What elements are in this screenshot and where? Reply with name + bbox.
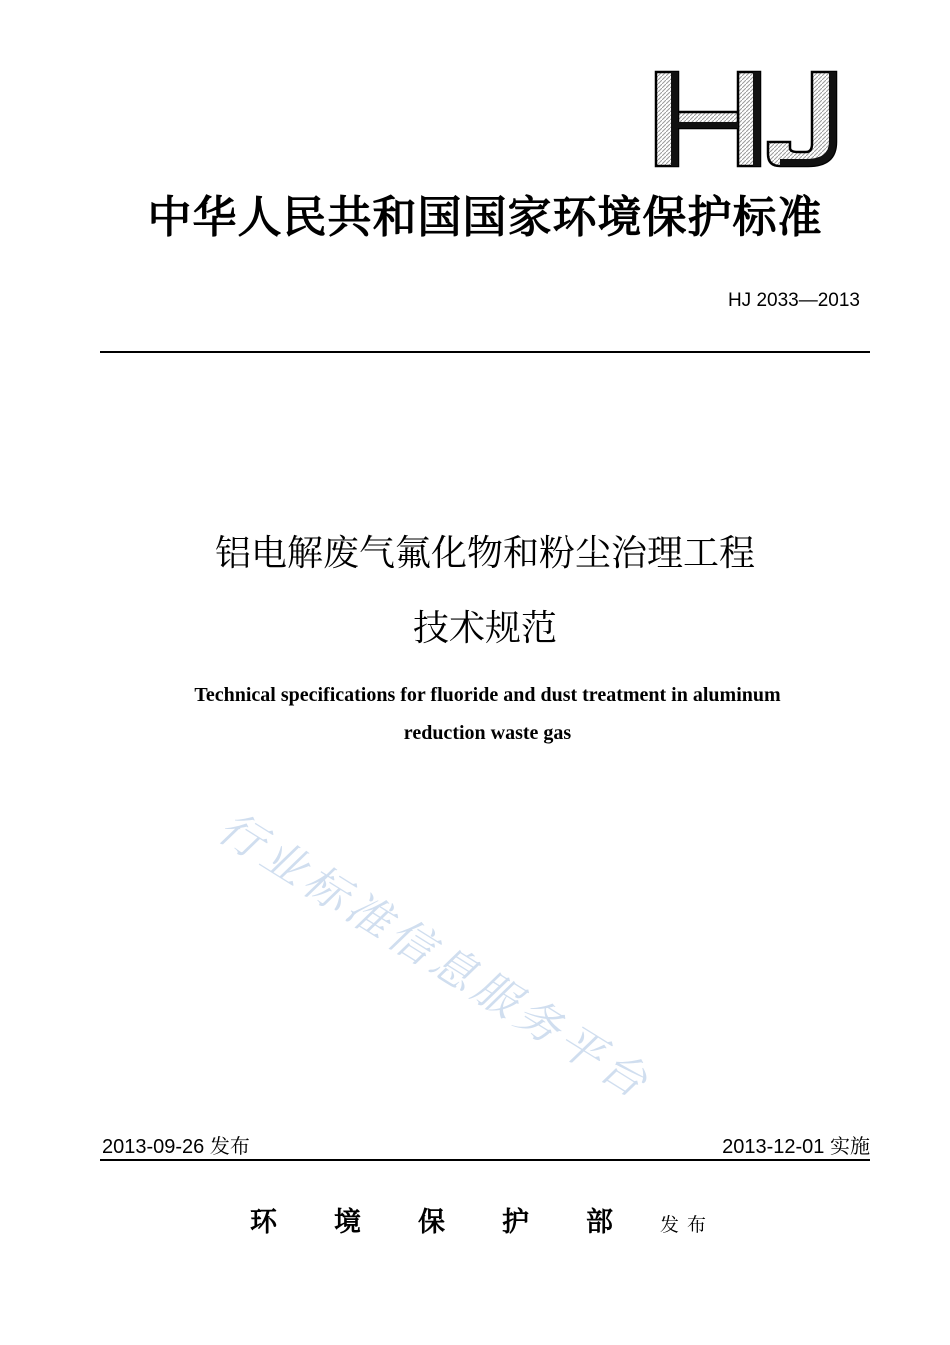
effective-date: 2013-12-01 实施 bbox=[722, 1136, 870, 1158]
publish-date: 2013-09-26 发布 bbox=[102, 1136, 250, 1158]
issuer-suffix: 发布 bbox=[660, 1214, 715, 1236]
standard-number: HJ 2033—2013 bbox=[727, 290, 860, 311]
issuer-char: 保 bbox=[418, 1207, 445, 1238]
watermark: 行业标准信息服务平台 bbox=[209, 802, 661, 1111]
issuer-char: 护 bbox=[502, 1207, 529, 1238]
standard-category-title: 中华人民共和国国家环境保护标准 bbox=[147, 192, 823, 243]
issuer-char: 部 bbox=[586, 1207, 613, 1238]
chinese-title-line-2: 技术规范 bbox=[412, 608, 557, 649]
english-title-line-1: Technical specifications for fluoride and dust treatment in aluminum bbox=[194, 684, 781, 706]
chinese-title-line-1: 铝电解废气氟化物和粉尘治理工程 bbox=[214, 533, 755, 574]
issuer-char: 环 bbox=[250, 1207, 277, 1238]
english-title-line-2: reduction waste gas bbox=[403, 722, 572, 744]
issuer-char: 境 bbox=[334, 1207, 361, 1238]
bottom-divider bbox=[100, 1159, 870, 1161]
hj-logo bbox=[650, 68, 845, 172]
top-divider bbox=[100, 351, 870, 353]
